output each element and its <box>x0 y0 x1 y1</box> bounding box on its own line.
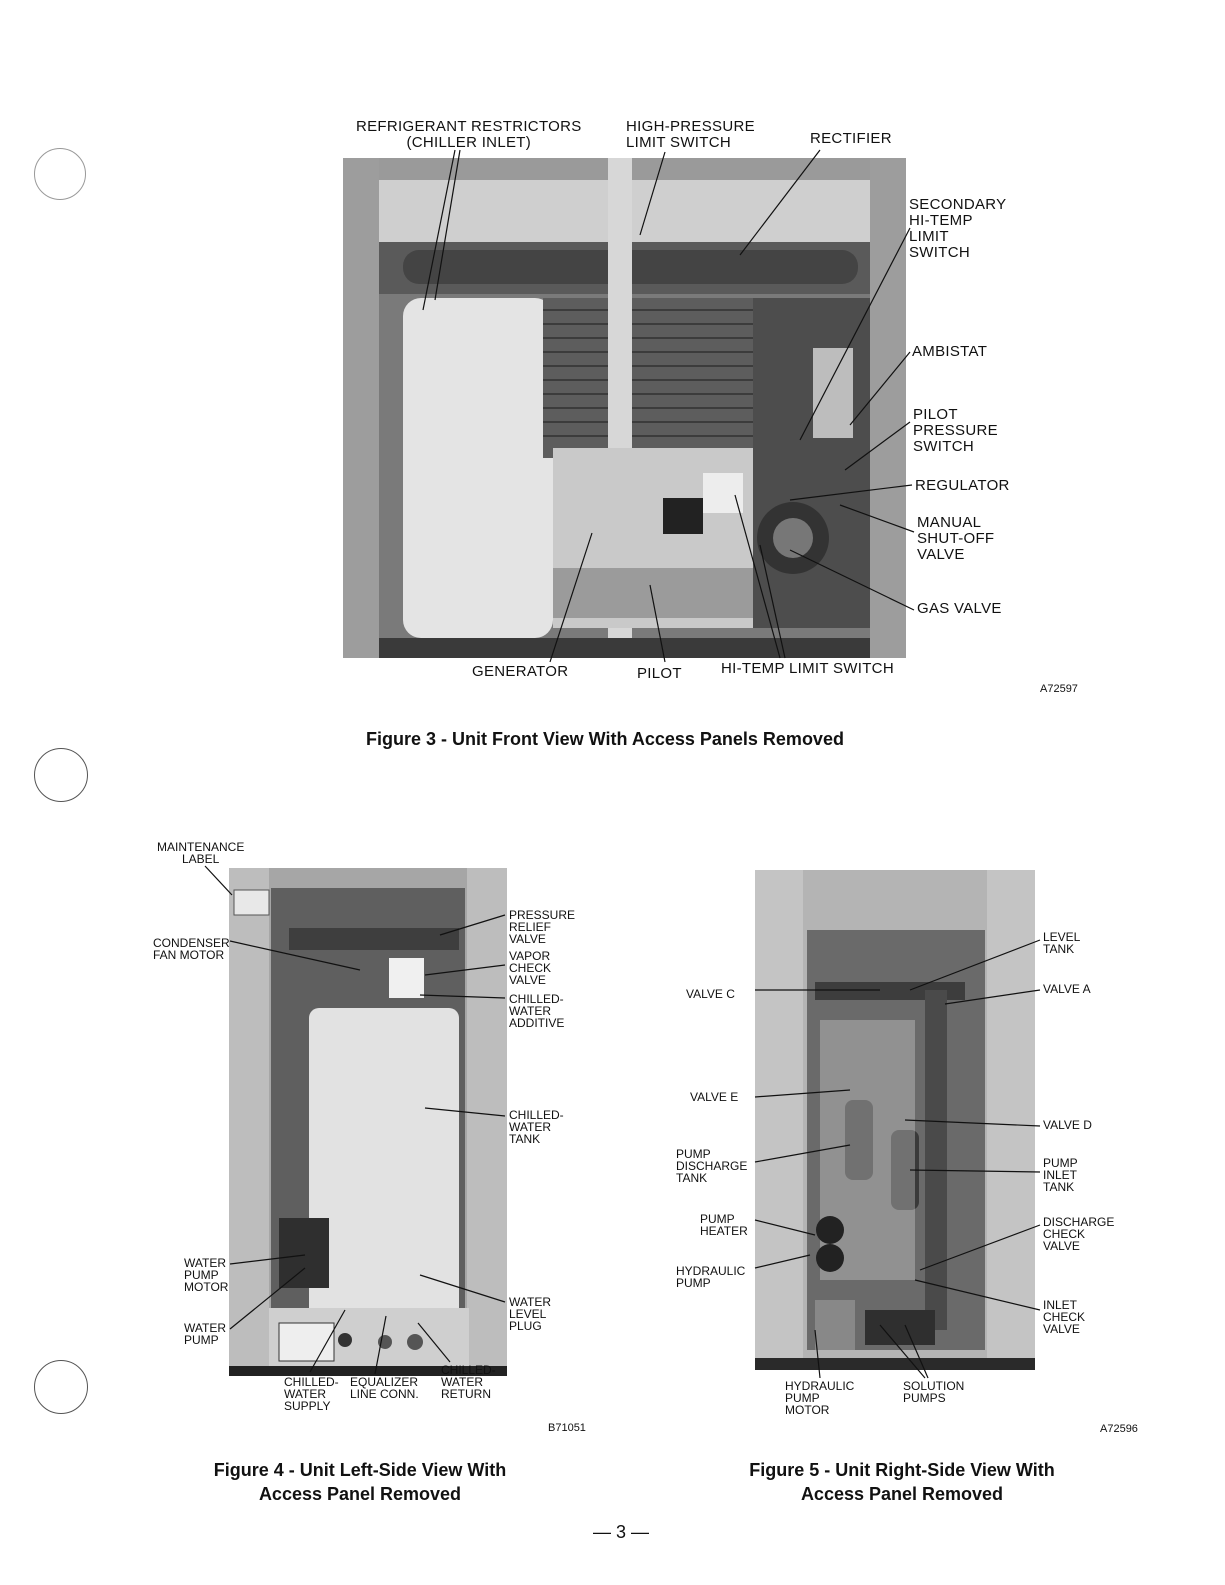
label-chilled-water-additive: CHILLED- WATER ADDITIVE <box>509 992 565 1030</box>
figure5-code: A72596 <box>1100 1423 1138 1435</box>
label-level-tank: LEVEL TANK <box>1043 930 1081 956</box>
label-pump-heater: PUMP HEATER <box>700 1212 748 1238</box>
label-maintenance: MAINTENANCE LABEL <box>157 840 245 866</box>
label-pump-inlet-tank: PUMP INLET TANK <box>1043 1156 1078 1194</box>
label-chilled-water-supply: CHILLED- WATER SUPPLY <box>284 1375 339 1413</box>
label-gas-valve: GAS VALVE <box>917 600 1002 617</box>
label-valve-c: VALVE C <box>686 987 735 1001</box>
label-refrigerant-restrictors: REFRIGERANT RESTRICTORS (CHILLER INLET) <box>356 118 582 151</box>
figure4-caption: Figure 4 - Unit Left-Side View With Access Panel Removed <box>213 1460 507 1504</box>
figure5-illustration <box>755 870 1035 1370</box>
figure4-illustration <box>229 868 507 1376</box>
figure3-illustration <box>343 158 906 658</box>
label-vapor-check: VAPOR CHECK VALVE <box>509 949 552 987</box>
label-discharge-check: DISCHARGE CHECK VALVE <box>1043 1215 1115 1253</box>
figure5-caption: Figure 5 - Unit Right-Side View With Access Panel Removed <box>749 1460 1055 1504</box>
figure3-code: A72597 <box>1040 683 1078 695</box>
label-valve-e: VALVE E <box>690 1090 739 1104</box>
figure4-photo <box>229 868 507 1376</box>
figure3-caption: Figure 3 - Unit Front View With Access Panels Removed <box>366 729 844 749</box>
label-chilled-water-return: CHILLED- WATER RETURN <box>441 1363 496 1401</box>
label-hitemp-limit: HI-TEMP LIMIT SWITCH <box>721 660 894 677</box>
figure4-code: B71051 <box>548 1422 586 1434</box>
label-condenser: CONDENSER FAN MOTOR <box>153 936 230 962</box>
binder-hole-2 <box>34 748 88 802</box>
binder-hole-1 <box>34 148 86 200</box>
label-pressure-relief: PRESSURE RELIEF VALVE <box>509 908 576 946</box>
label-generator: GENERATOR <box>472 663 569 680</box>
label-pump-discharge-tank: PUMP DISCHARGE TANK <box>676 1147 748 1185</box>
binder-hole-3 <box>34 1360 88 1414</box>
label-hydraulic-pump-motor: HYDRAULIC PUMP MOTOR <box>785 1379 855 1417</box>
label-water-pump: WATER PUMP <box>184 1321 226 1347</box>
label-water-pump-motor: WATER PUMP MOTOR <box>184 1256 229 1294</box>
label-ambistat: AMBISTAT <box>912 343 988 360</box>
label-pilot-pressure: PILOT PRESSURE SWITCH <box>913 406 998 455</box>
label-water-level-plug: WATER LEVEL PLUG <box>509 1295 551 1333</box>
label-pilot: PILOT <box>637 665 682 682</box>
label-equalizer: EQUALIZER LINE CONN. <box>350 1375 419 1401</box>
label-regulator: REGULATOR <box>915 477 1010 494</box>
page-number: — 3 — <box>593 1522 650 1542</box>
figure5-photo <box>755 870 1035 1370</box>
label-manual-shutoff: MANUAL SHUT-OFF VALVE <box>917 514 995 563</box>
label-inlet-check: INLET CHECK VALVE <box>1043 1298 1086 1336</box>
label-solution-pumps: SOLUTION PUMPS <box>903 1379 965 1405</box>
label-valve-a: VALVE A <box>1043 982 1091 996</box>
label-secondary-hitemp: SECONDARY HI-TEMP LIMIT SWITCH <box>909 196 1007 261</box>
label-rectifier: RECTIFIER <box>810 130 892 147</box>
label-hydraulic-pump: HYDRAULIC PUMP <box>676 1264 746 1290</box>
figure3-photo <box>343 158 906 658</box>
label-high-pressure-switch: HIGH-PRESSURE LIMIT SWITCH <box>626 118 755 151</box>
label-valve-d: VALVE D <box>1043 1118 1092 1132</box>
label-chilled-water-tank: CHILLED- WATER TANK <box>509 1108 564 1146</box>
